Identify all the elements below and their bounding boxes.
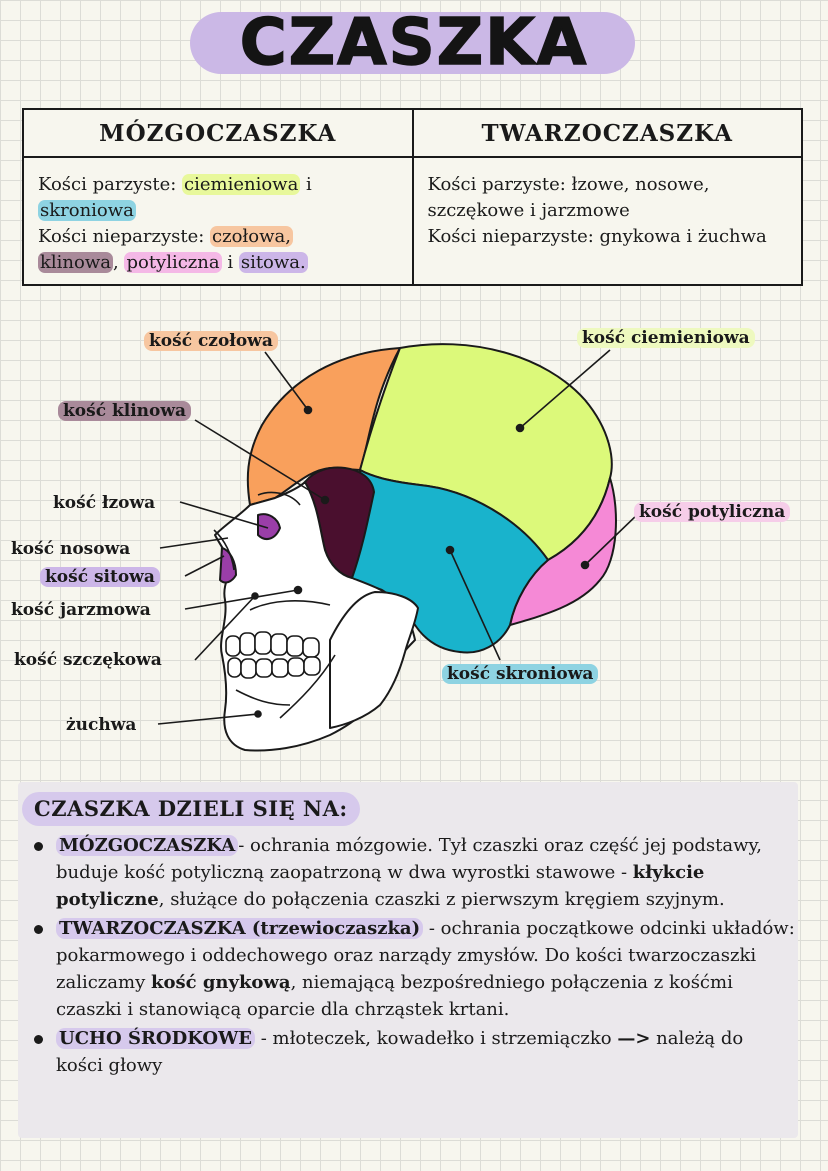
highlight-czolowa: czołowa, xyxy=(212,226,291,247)
skull-diagram xyxy=(0,300,828,770)
bullet-icon xyxy=(34,842,43,851)
highlight-potyliczna: potyliczna xyxy=(126,252,220,273)
label-sitowa: kość sitowa xyxy=(40,567,160,587)
highlight-sitowa: sitowa. xyxy=(240,252,306,273)
unpaired-bones-text: Kości nieparzyste: gnykowa i żuchwa xyxy=(427,226,767,247)
bullet-icon xyxy=(34,925,43,934)
header-twarzoczaszka: TWARZOCZASZKA xyxy=(413,109,803,157)
cell-mozgoczaszka: Kości parzyste: ciemieniowa i skroniowa Kości nieparzyste: czołowa, klinowa , potyliczna i sitowa. xyxy=(23,157,413,285)
label-szczekowa: kość szczękowa xyxy=(14,650,162,670)
division-list xyxy=(30,832,795,1081)
bullet-icon xyxy=(34,1035,43,1044)
label-czolowa: kość czołowa xyxy=(144,331,278,351)
highlight-skroniowa: skroniowa xyxy=(40,200,134,221)
label-nosowa: kość nosowa xyxy=(11,539,131,559)
list-item: UCHO ŚRODKOWE - młoteczek, kowadełko i strzemiączko —> należą do kości głowy xyxy=(30,1025,795,1079)
list-item: TWARZOCZASZKA (trzewioczaszka) - ochrania początkowe odcinki układów: pokarmowego i oddechowego oraz narządy zmysłów. Do kości twarzoczaszki zaliczamy kość gnykową, niemającą bezpośredniego połączenia z kośćmi czaszki i stanowiącą oparcie dla chrząstek krtani. xyxy=(30,915,795,1023)
label-zuchwa: żuchwa xyxy=(66,715,137,735)
cell-twarzoczaszka xyxy=(413,157,803,285)
page-title: CZASZKA xyxy=(239,6,589,80)
list-item: MÓZGOCZASZKA - ochrania mózgowie. Tył czaszki oraz część jej podstawy, buduje kość potyliczną zaopatrzoną w dwa wyrostki stawowe - kłykcie potyliczne, służące do połączenia czaszki z pierwszym kręgiem szyjnym. xyxy=(30,832,795,913)
label-lzowa: kość łzowa xyxy=(53,493,156,513)
label-ciemieniowa: kość ciemieniowa xyxy=(577,328,755,348)
bones-summary-table xyxy=(22,108,803,286)
label-potyliczna: kość potyliczna xyxy=(634,502,790,522)
section-heading: CZASZKA DZIELI SIĘ NA: xyxy=(22,792,360,826)
header-mozgoczaszka: MÓZGOCZASZKA xyxy=(23,109,413,157)
paired-bones-text: Kości parzyste: łzowe, nosowe, szczękowe i jarzmowe xyxy=(427,174,710,221)
label-jarzmowa: kość jarzmowa xyxy=(11,600,151,620)
label-skroniowa: kość skroniowa xyxy=(442,664,598,684)
label-klinowa: kość klinowa xyxy=(58,401,191,421)
highlight-ciemieniowa: ciemieniowa xyxy=(184,174,299,195)
highlight-klinowa: klinowa xyxy=(40,252,111,273)
